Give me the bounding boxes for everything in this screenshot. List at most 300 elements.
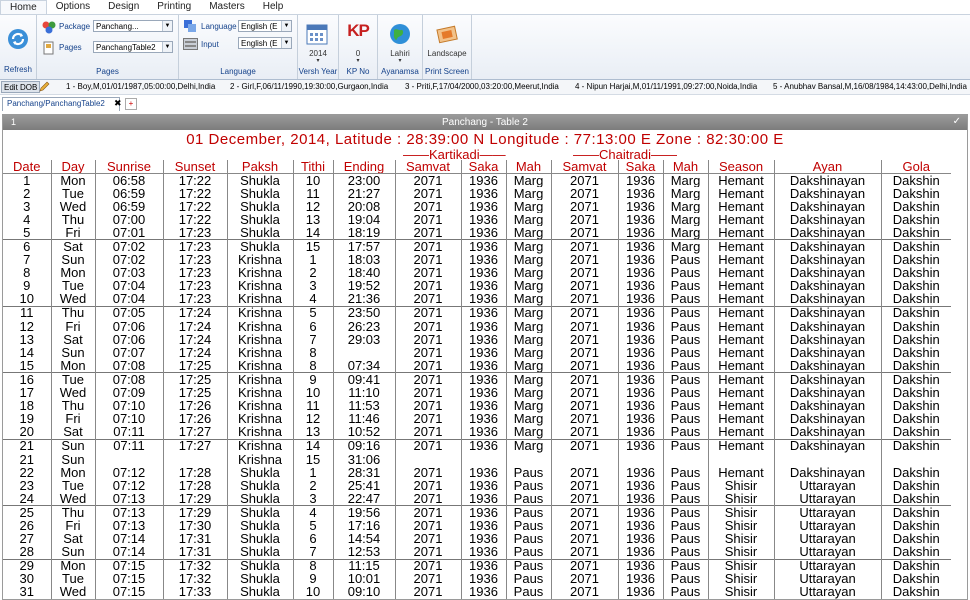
table-row[interactable]	[3, 346, 951, 359]
cell-gola: Dakshin	[881, 240, 951, 254]
cell-season: Hemant	[708, 426, 774, 440]
table-row[interactable]	[3, 400, 951, 413]
year-group	[298, 15, 339, 79]
cell-paksh: Krishna	[227, 346, 293, 359]
refresh-button[interactable]: Refresh	[3, 65, 32, 74]
cell-saka	[461, 453, 506, 466]
cell-sunrise: 07:08	[95, 359, 163, 373]
cell-saka: 1936	[618, 413, 663, 426]
table-row[interactable]	[3, 359, 951, 373]
dob-entry-1[interactable]: 1 - Boy,M,01/01/1987,05:00:00,Delhi,India	[66, 82, 216, 91]
table-row[interactable]	[3, 506, 951, 520]
cell-samvat: 2071	[395, 267, 461, 280]
cell-season: Hemant	[708, 387, 774, 400]
cell-tithi: 15	[293, 453, 333, 466]
cell-sunrise: 07:06	[95, 320, 163, 333]
cell-mah: Paus	[663, 400, 708, 413]
landscape-icon[interactable]	[436, 23, 458, 45]
dob-entry-2[interactable]: 2 - Girl,F,06/11/1990,19:30:00,Gurgaon,India	[230, 82, 389, 91]
cell-date: 21	[19, 452, 34, 467]
cell-samvat: 2071	[395, 466, 461, 479]
cell-samvat: 2071	[395, 187, 461, 200]
input-label: Input	[201, 40, 219, 49]
cell-tithi: 3	[293, 280, 333, 293]
cell-day: Tue	[51, 187, 95, 200]
ribbon	[0, 14, 970, 80]
table-row[interactable]	[3, 479, 951, 492]
cell-gola: Dakshin	[881, 200, 951, 213]
cell-ayan: Uttarayan	[774, 506, 881, 520]
cell-samvat: 2071	[551, 546, 618, 560]
cell-ayan: Dakshinayan	[774, 387, 881, 400]
menu-printing[interactable]: Printing	[157, 1, 192, 12]
input-select[interactable]	[238, 37, 292, 49]
cell-tithi: 5	[293, 519, 333, 532]
cell-saka: 1936	[618, 320, 663, 333]
cell-saka: 1936	[461, 479, 506, 492]
cell-ayan: Dakshinayan	[774, 346, 881, 359]
cell-ending: 25:41	[333, 479, 395, 492]
cell-day: Wed	[51, 200, 95, 213]
cell-date: 27	[19, 532, 34, 546]
cell-saka: 1936	[618, 400, 663, 413]
cell-season: Hemant	[708, 213, 774, 226]
cell-sunset: 17:28	[163, 479, 227, 492]
cell-date: 13	[19, 333, 34, 347]
cell-mah: Marg	[663, 226, 708, 240]
cell-ending: 23:50	[333, 306, 395, 320]
column-header-saka[interactable]: Saka	[618, 160, 663, 174]
close-icon[interactable]: ✖	[114, 98, 122, 108]
cell-samvat: 2071	[395, 293, 461, 307]
cell-saka: 1936	[618, 573, 663, 586]
table-row[interactable]	[3, 200, 951, 213]
table-row[interactable]	[3, 586, 951, 599]
cell-sunset: 17:25	[163, 359, 227, 373]
cell-day: Mon	[51, 267, 95, 280]
cell-saka: 1936	[461, 174, 506, 188]
globe-icon[interactable]	[389, 23, 411, 45]
cell-sunset: 17:24	[163, 346, 227, 359]
cell-saka: 1936	[461, 546, 506, 560]
cell-sunrise: 07:03	[95, 267, 163, 280]
cell-mah: Marg	[506, 387, 551, 400]
cell-ayan: Uttarayan	[774, 479, 881, 492]
year-button[interactable]: Versh Year	[298, 67, 338, 76]
cell-samvat: 2071	[395, 573, 461, 586]
column-header-date[interactable]: Date	[3, 160, 51, 174]
cell-day: Thu	[51, 400, 95, 413]
cell-date: 12	[19, 320, 34, 334]
cell-mah: Marg	[506, 346, 551, 359]
cell-sunrise: 06:58	[95, 174, 163, 188]
pencil-icon[interactable]	[38, 81, 50, 93]
cell-sunset: 17:24	[163, 320, 227, 333]
cell-tithi: 13	[293, 426, 333, 440]
cell-saka: 1936	[461, 373, 506, 387]
cell-date: 23	[19, 479, 34, 493]
cell-mah: Paus	[506, 559, 551, 573]
cell-sunset: 17:26	[163, 400, 227, 413]
table-row[interactable]	[3, 174, 951, 188]
column-header-samvat[interactable]: Samvat	[395, 160, 461, 174]
cell-saka: 1936	[618, 346, 663, 359]
table-row[interactable]	[3, 333, 951, 346]
column-header-tithi[interactable]: Tithi	[293, 160, 333, 174]
cell-date: 1	[23, 173, 31, 188]
cell-mah: Paus	[663, 280, 708, 293]
cell-ayan: Dakshinayan	[774, 439, 881, 453]
kp-button[interactable]: KP No	[346, 67, 370, 76]
input-select-value: English (E	[241, 39, 278, 48]
year-value: 2014	[309, 49, 327, 58]
cell-saka: 1936	[618, 293, 663, 307]
cell-samvat: 2071	[551, 306, 618, 320]
cell-ayan	[774, 453, 881, 466]
kartikadi-label: ——Kartikadi——	[403, 147, 506, 162]
table-row[interactable]	[3, 466, 951, 479]
cell-mah: Paus	[663, 559, 708, 573]
cell-date: 10	[19, 292, 34, 307]
cell-paksh: Krishna	[227, 387, 293, 400]
cell-tithi: 11	[293, 187, 333, 200]
cell-ending: 11:10	[333, 387, 395, 400]
cell-season: Hemant	[708, 373, 774, 387]
pages-select[interactable]	[93, 41, 173, 53]
cell-ending: 21:27	[333, 187, 395, 200]
cell-ending: 18:40	[333, 267, 395, 280]
table-row[interactable]	[3, 226, 951, 240]
cell-paksh: Shukla	[227, 213, 293, 226]
cell-tithi: 12	[293, 200, 333, 213]
cell-ayan: Dakshinayan	[774, 426, 881, 440]
table-row[interactable]	[3, 213, 951, 226]
cell-gola: Dakshin	[881, 479, 951, 492]
cell-samvat: 2071	[395, 213, 461, 226]
cell-season: Shisir	[708, 492, 774, 506]
table-row[interactable]	[3, 280, 951, 293]
cell-paksh: Krishna	[227, 267, 293, 280]
cell-day: Sun	[51, 254, 95, 267]
cell-day: Sat	[51, 426, 95, 440]
cell-ayan: Dakshinayan	[774, 240, 881, 254]
cell-mah: Paus	[506, 492, 551, 506]
table-row[interactable]	[3, 546, 951, 560]
cell-season: Hemant	[708, 359, 774, 373]
cell-ayan: Uttarayan	[774, 533, 881, 546]
cell-samvat: 2071	[395, 280, 461, 293]
cell-ending: 11:46	[333, 413, 395, 426]
cell-paksh: Shukla	[227, 174, 293, 188]
cell-samvat: 2071	[551, 387, 618, 400]
cell-sunrise: 07:14	[95, 533, 163, 546]
table-row[interactable]	[3, 533, 951, 546]
column-header-samvat[interactable]: Samvat	[551, 160, 618, 174]
cell-day: Sun	[51, 453, 95, 466]
cell-mah: Paus	[663, 519, 708, 532]
cell-gola: Dakshin	[881, 306, 951, 320]
cell-ending: 17:16	[333, 519, 395, 532]
landscape-button[interactable]: Landscape	[427, 49, 467, 58]
cell-mah: Marg	[663, 200, 708, 213]
table-row[interactable]	[3, 413, 951, 426]
table-row[interactable]	[3, 293, 951, 307]
table-row[interactable]	[3, 187, 951, 200]
cell-gola: Dakshin	[881, 187, 951, 200]
cell-mah: Marg	[506, 213, 551, 226]
cell-tithi: 5	[293, 306, 333, 320]
cell-samvat: 2071	[551, 559, 618, 573]
cell-mah: Marg	[506, 333, 551, 346]
cell-day: Mon	[51, 174, 95, 188]
language-group	[179, 15, 298, 79]
menu-masters[interactable]: Masters	[209, 1, 245, 12]
cell-saka: 1936	[618, 479, 663, 492]
menu-options[interactable]: Options	[55, 1, 91, 12]
cell-gola: Dakshin	[881, 254, 951, 267]
cell-saka: 1936	[618, 387, 663, 400]
cell-mah: Paus	[663, 293, 708, 307]
cell-season	[708, 453, 774, 466]
cell-sunrise: 07:04	[95, 293, 163, 307]
cell-samvat: 2071	[551, 293, 618, 307]
language-group-label: Language	[220, 67, 256, 76]
tab-panchang-table2[interactable]: Panchang/PanchangTable2	[2, 97, 120, 111]
kp-group	[339, 15, 378, 79]
cell-date: 15	[19, 359, 34, 373]
cell-mah: Marg	[506, 200, 551, 213]
cell-season: Hemant	[708, 280, 774, 293]
cell-ending: 07:34	[333, 359, 395, 373]
cell-mah: Paus	[663, 373, 708, 387]
cell-ayan: Dakshinayan	[774, 254, 881, 267]
cell-date: 9	[23, 279, 31, 293]
cell-saka: 1936	[461, 254, 506, 267]
column-header-mah[interactable]: Mah	[663, 160, 708, 174]
cell-samvat: 2071	[551, 506, 618, 520]
cell-mah: Paus	[506, 519, 551, 532]
column-header-sunrise[interactable]: Sunrise	[95, 160, 163, 174]
cell-saka: 1936	[618, 267, 663, 280]
cell-saka: 1936	[461, 293, 506, 307]
table-row[interactable]	[3, 426, 951, 440]
cell-gola: Dakshin	[881, 586, 951, 599]
cell-saka: 1936	[461, 506, 506, 520]
cell-samvat: 2071	[395, 586, 461, 599]
table-row[interactable]	[3, 492, 951, 506]
cell-date: 7	[23, 253, 31, 267]
cell-paksh: Krishna	[227, 453, 293, 466]
cell-mah: Marg	[506, 240, 551, 254]
cell-tithi: 2	[293, 267, 333, 280]
cell-day: Mon	[51, 466, 95, 479]
panchang-table	[3, 160, 951, 599]
cell-gola: Dakshin	[881, 293, 951, 307]
cell-mah: Paus	[663, 254, 708, 267]
table-row[interactable]	[3, 373, 951, 387]
table-row[interactable]	[3, 439, 951, 453]
cell-gola: Dakshin	[881, 359, 951, 373]
column-header-ayan[interactable]: Ayan	[774, 160, 881, 174]
cell-tithi: 4	[293, 293, 333, 307]
cell-date: 24	[19, 492, 34, 506]
table-row[interactable]	[3, 267, 951, 280]
cell-day: Fri	[51, 320, 95, 333]
kp-icon[interactable]: KP	[347, 21, 369, 40]
table-row[interactable]	[3, 387, 951, 400]
cell-saka: 1936	[618, 280, 663, 293]
cell-day: Sat	[51, 333, 95, 346]
cell-season: Shisir	[708, 559, 774, 573]
menu-home[interactable]: Home	[0, 0, 47, 14]
cell-sunrise: 07:05	[95, 306, 163, 320]
cell-date: 17	[19, 386, 34, 400]
language-select[interactable]	[238, 20, 292, 32]
cell-sunrise: 07:09	[95, 387, 163, 400]
cell-ending: 18:19	[333, 226, 395, 240]
cell-saka: 1936	[618, 187, 663, 200]
cell-mah: Paus	[663, 306, 708, 320]
column-header-paksh[interactable]: Paksh	[227, 160, 293, 174]
cell-samvat: 2071	[395, 320, 461, 333]
column-header-day[interactable]: Day	[51, 160, 95, 174]
cell-sunrise: 07:07	[95, 346, 163, 359]
cell-paksh: Krishna	[227, 400, 293, 413]
cell-saka: 1936	[461, 359, 506, 373]
cell-saka: 1936	[618, 373, 663, 387]
table-row[interactable]	[3, 519, 951, 532]
cell-ayan: Dakshinayan	[774, 293, 881, 307]
cell-sunrise: 07:10	[95, 400, 163, 413]
menu-help[interactable]: Help	[262, 1, 284, 12]
add-tab-button[interactable]: +	[125, 98, 137, 110]
calendar-icon[interactable]	[306, 23, 328, 45]
cell-day: Fri	[51, 413, 95, 426]
cell-sunrise: 07:15	[95, 573, 163, 586]
cell-gola: Dakshin	[881, 400, 951, 413]
cell-date: 22	[19, 466, 34, 480]
cell-gola: Dakshin	[881, 320, 951, 333]
language-label: Language	[201, 22, 237, 31]
cell-samvat: 2071	[551, 187, 618, 200]
cell-ayan: Dakshinayan	[774, 413, 881, 426]
cell-tithi: 6	[293, 533, 333, 546]
cell-tithi: 13	[293, 213, 333, 226]
cell-sunrise: 07:11	[95, 426, 163, 440]
cell-mah: Marg	[663, 240, 708, 254]
pages-icon	[42, 41, 56, 55]
cell-ayan: Dakshinayan	[774, 174, 881, 188]
cell-gola: Dakshin	[881, 519, 951, 532]
dob-entry-4[interactable]: 4 - Nipun Harjai,M,01/11/1991,09:27:00,Noida,India	[575, 82, 758, 91]
column-header-ending[interactable]: Ending	[333, 160, 395, 174]
cell-day: Fri	[51, 226, 95, 240]
cell-saka: 1936	[461, 187, 506, 200]
cell-mah: Marg	[506, 413, 551, 426]
cell-samvat: 2071	[551, 492, 618, 506]
cell-samvat: 2071	[551, 267, 618, 280]
cell-saka: 1936	[461, 387, 506, 400]
cell-sunset: 17:30	[163, 519, 227, 532]
cell-mah	[663, 453, 708, 466]
check-icon[interactable]: ✓	[952, 116, 961, 127]
cell-mah: Marg	[506, 174, 551, 188]
cell-ending: 09:16	[333, 439, 395, 453]
cell-mah: Marg	[663, 213, 708, 226]
cell-samvat: 2071	[395, 533, 461, 546]
cell-ending: 18:03	[333, 254, 395, 267]
table-row[interactable]	[3, 453, 951, 466]
cell-sunset: 17:25	[163, 387, 227, 400]
column-header-sunset[interactable]: Sunset	[163, 160, 227, 174]
cell-samvat: 2071	[395, 333, 461, 346]
cell-gola: Dakshin	[881, 346, 951, 359]
cell-samvat: 2071	[395, 240, 461, 254]
cell-sunrise	[95, 453, 163, 466]
table-row[interactable]	[3, 573, 951, 586]
refresh-icon[interactable]	[6, 27, 30, 51]
cell-saka: 1936	[618, 506, 663, 520]
cell-paksh: Shukla	[227, 492, 293, 506]
cell-samvat: 2071	[395, 506, 461, 520]
cell-samvat: 2071	[551, 200, 618, 213]
cell-paksh: Krishna	[227, 426, 293, 440]
cell-paksh: Krishna	[227, 359, 293, 373]
column-header-season[interactable]: Season	[708, 160, 774, 174]
cell-gola: Dakshin	[881, 280, 951, 293]
cell-mah: Paus	[663, 346, 708, 359]
dob-entry-5[interactable]: 5 - Anubhav Bansal,M,16/08/1984,14:43:00,Delhi,India	[773, 82, 967, 91]
cell-sunrise: 07:13	[95, 506, 163, 520]
cell-paksh: Krishna	[227, 280, 293, 293]
cell-samvat: 2071	[395, 492, 461, 506]
table-row[interactable]	[3, 559, 951, 573]
column-header-gola[interactable]: Gola	[881, 160, 951, 174]
column-header-saka[interactable]: Saka	[461, 160, 506, 174]
cell-samvat: 2071	[395, 254, 461, 267]
menu-design[interactable]: Design	[108, 1, 140, 12]
package-select[interactable]	[93, 20, 173, 32]
table-row[interactable]	[3, 320, 951, 333]
cell-paksh: Shukla	[227, 200, 293, 213]
cell-season: Shisir	[708, 479, 774, 492]
print-group-label: Print Screen	[424, 67, 470, 76]
cell-sunrise: 07:01	[95, 226, 163, 240]
cell-ayan: Dakshinayan	[774, 333, 881, 346]
cell-ending: 21:36	[333, 293, 395, 307]
table-row[interactable]	[3, 306, 951, 320]
dob-entry-3[interactable]: 3 - Priti,F,17/04/2000,03:20:00,Meerut,India	[405, 82, 559, 91]
column-header-mah[interactable]: Mah	[506, 160, 551, 174]
edit-dob-button[interactable]: Edit DOB	[1, 81, 40, 93]
cell-mah: Paus	[663, 387, 708, 400]
table-body	[3, 174, 951, 600]
table-row[interactable]	[3, 240, 951, 254]
cell-sunset: 17:22	[163, 213, 227, 226]
cell-saka: 1936	[618, 466, 663, 479]
refresh-group	[0, 15, 37, 79]
cell-sunrise: 07:13	[95, 519, 163, 532]
cell-gola: Dakshin	[881, 492, 951, 506]
ayanamsa-button[interactable]: Ayanamsa	[381, 67, 419, 76]
cell-saka: 1936	[618, 546, 663, 560]
cell-mah: Marg	[506, 254, 551, 267]
cell-saka: 1936	[461, 346, 506, 359]
cell-saka: 1936	[618, 533, 663, 546]
table-row[interactable]	[3, 254, 951, 267]
cell-season: Shisir	[708, 573, 774, 586]
print-group	[423, 15, 472, 79]
